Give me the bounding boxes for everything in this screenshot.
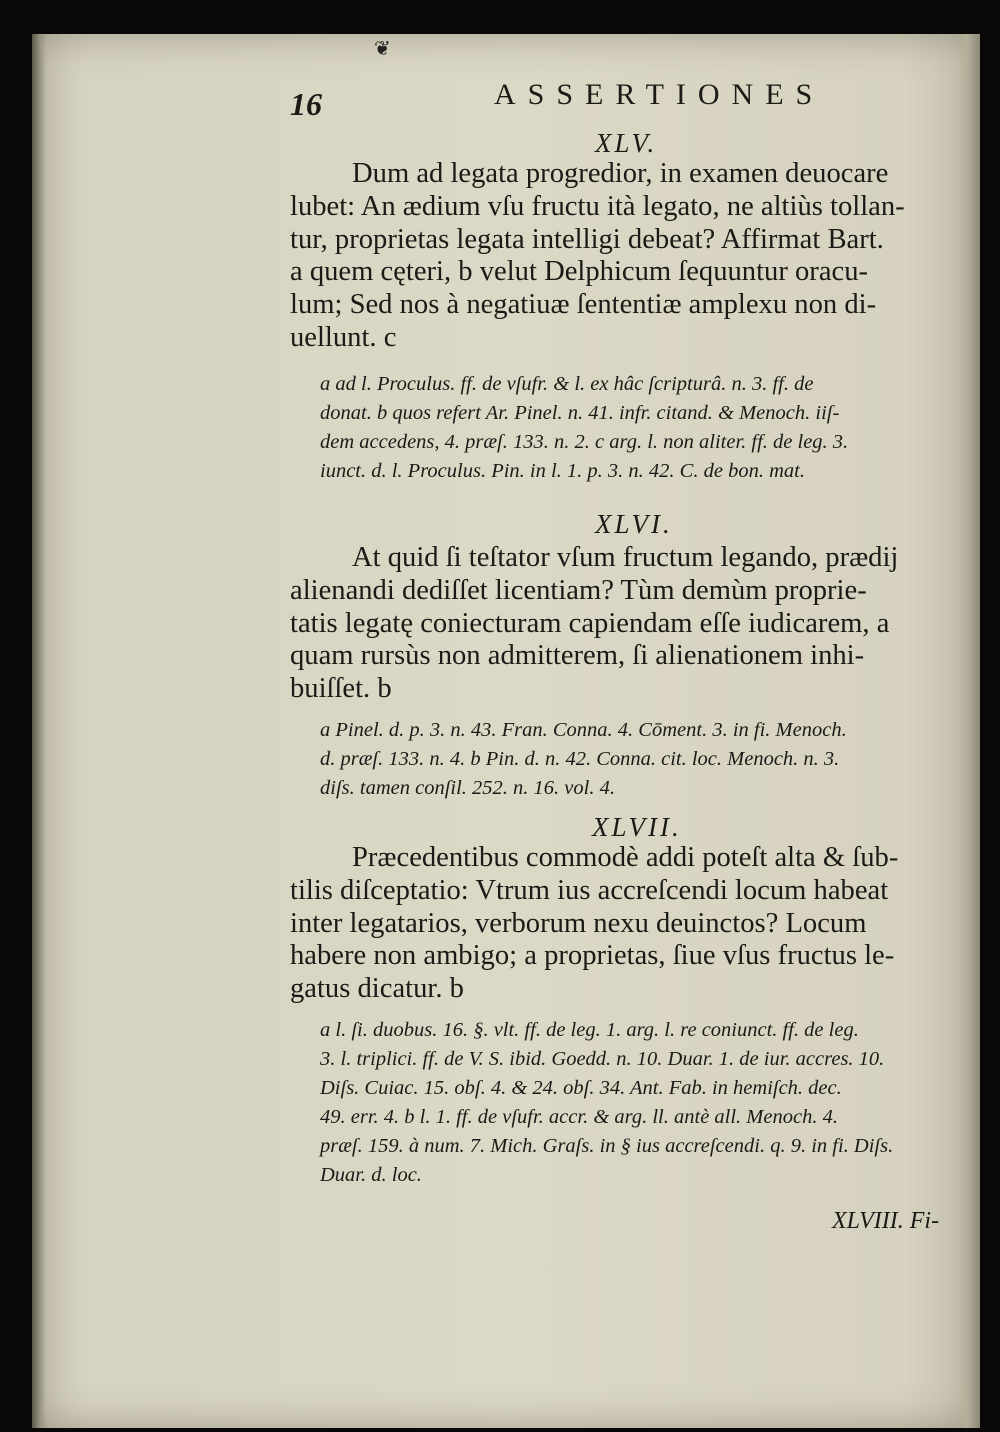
section-notes-xlvii: a l. ſi. duobus. 16. §. vlt. ff. de leg. 1. arg. l. re coniunct. ff. de leg. 3. l. triplici. ff. de V. S. ibid. Goedd. n. 10. Duar. 1. de iur. accres. 10. Diſs. Cuiac. 15. obſ. 4. & 24. obſ. 34. Ant. Fab. in hemiſch. dec. 49. err. 4. b l. 1. ff. de vſufr. accr. & arg. ll. antè all. Menoch. 4. præſ. 159. à num. 7. Mich. Graſs. in § ius accreſcendi. q. 9. in fi. Diſs. Duar. d. loc. (320, 1019, 894, 1186)
page-gutter-shadow (32, 34, 46, 1428)
section-text-xlvii: Præcedentibus commodè addi poteſt alta & ſub- tilis diſceptatio: Vtrum ius accreſcendi locum habeat inter legatarios, verborum nexu deuinctos? Locum habere non ambigo; a proprietas, ſiue vſus fructus le- gatus dicatur. b (290, 842, 899, 1005)
section-notes-xlvi: a Pinel. d. p. 3. n. 43. Fran. Conna. 4. Cōment. 3. in fi. Menoch. d. præſ. 133. n. 4. b Pin. d. n. 42. Conna. cit. loc. Menoch. n. 3. diſs. tamen conſil. 252. n. 16. vol. 4. (320, 719, 847, 799)
section-text-xlv: Dum ad legata progredior, in examen deuocare lubet: An ædium vſu fructu ità legato, ne altiùs tollan- tur, proprietas legata intelligi debeat? Affirmat Bart. a quem cęteri, b velut Delphicum ſequuntur oracu- lum; Sed nos à negatiuæ ſententiæ amplexu non di- uellunt. c (290, 158, 905, 353)
section-notes-xlv: a ad l. Proculus. ff. de vſufr. & l. ex hâc ſcripturâ. n. 3. ff. de donat. b quos refert Ar. Pinel. n. 41. infr. citand. & Menoch. iiſ- dem accedens, 4. præſ. 133. n. 2. c arg. l. non aliter. ff. de leg. 3. iunct. d. l. Proculus. Pin. in l. 1. p. 3. n. 42. C. de bon. mat. (320, 373, 849, 482)
running-head: ASSERTIONES (494, 78, 825, 111)
section-text-xlvi: At quid ſi teſtator vſum fructum legando, prædij alienandi dediſſet licentiam? Tùm demùm proprie- tatis legatę coniecturam capiendam eſſe iudicarem, a quam rursùs non admitterem, ſi alienationem inhi- buiſſet. b (290, 542, 899, 705)
section-heading-xlvi: XLVI. (595, 509, 673, 539)
catchword: XLVIII. Fi- (832, 1208, 940, 1234)
book-page (32, 34, 980, 1428)
section-heading-xlvii: XLVII. (592, 812, 682, 842)
section-heading-xlv: XLV. (595, 128, 658, 158)
fleuron-ornament-icon: ❦ (374, 36, 391, 60)
page-number: 16 (290, 86, 322, 122)
